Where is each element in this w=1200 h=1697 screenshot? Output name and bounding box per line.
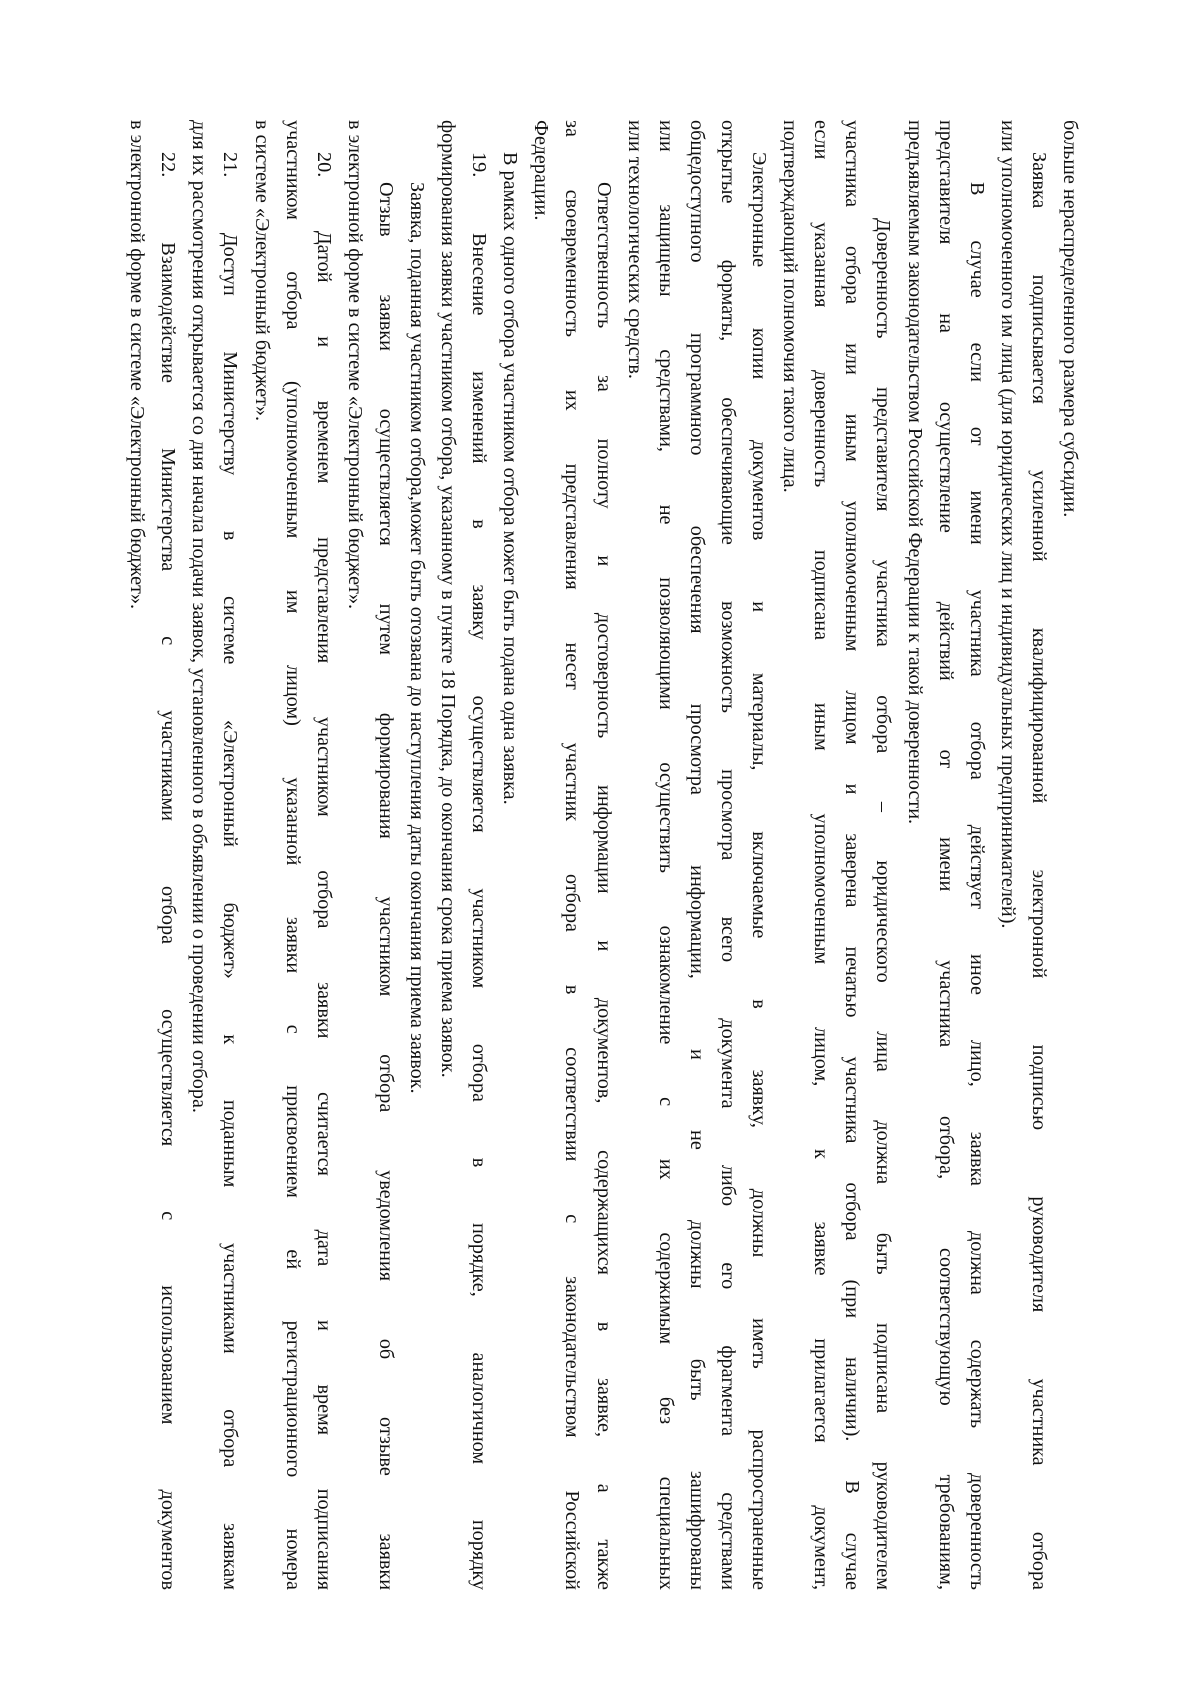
text-line: Электронные копии документов и материалы, включаемые в заявку, должны иметь распространенные [748,152,771,1590]
text-line: В случае если от имени участника отбора действует иное лицо, заявка должна содержать доверенность [965,182,988,1590]
text-line: 21. Доступ Министерству в системе «Электронный бюджет» к поданным участниками отбора заявкам [219,152,242,1590]
text-line: Заявка подписывается усиленной квалифицированной электронной подписью руководителя участника отбора [1027,152,1050,1590]
text-line: подтверждающий полномочия такого лица. [779,120,802,493]
text-line: Ответственность за полноту и достоверность информации и документов, содержащихся в заявке, а также [592,182,615,1590]
text-line: Доверенность представителя участника отбора – юридического лица должна быть подписана руководителем [872,218,895,1590]
text-line: Заявка, поданная участником отбора,может быть отозвана до наступления даты окончания приема заявок. [406,182,429,1094]
text-line: в электронной форме в системе «Электронный бюджет». [343,120,366,610]
text-line: 20. Датой и временем представления участником отбора заявки считается дата и время подписания [312,152,335,1590]
text-line: для их рассмотрения открывается со дня начала подачи заявок, установленного в объявлении о проведении отбора. [188,120,211,1113]
text-line: 19. Внесение изменений в заявку осуществляется участником отбора в порядке, аналогичном порядку [468,152,491,1590]
text-line: или защищены средствами, не позволяющими осуществить ознакомление с их содержимым без специальных [654,120,677,1590]
text-line: предъявляемым законодательством Российской Федерации к такой доверенности. [903,120,926,825]
text-line: представителя на осуществление действий от имени участника отбора, соответствующую требованиям, [934,120,957,1590]
text-line: Федерации. [530,120,553,221]
text-line: участника отбора или иным уполномоченным лицом и заверена печатью участника отбора (при наличии). В случае [841,120,864,1590]
text-line: В рамках одного отбора участником отбора может быть подана одна заявка. [499,152,522,805]
rotated-text-block [125,120,1085,1590]
text-line: или уполномоченного им лица (для юридических лиц и индивидуальных предпринимателей). [996,120,1019,929]
text-line: участником отбора (уполномоченным им лицом) указанной заявки с присвоением ей регистрационного номера [281,120,304,1590]
text-line: если указанная доверенность подписана иным уполномоченным лицом, к заявке прилагается документ, [810,120,833,1590]
text-line: общедоступного программного обеспечения просмотра информации, и не должны быть зашифрованы [685,120,708,1590]
text-line: больше нераспределенного размера субсидии. [1059,120,1081,518]
text-line: 22. Взаимодействие Министерства с участниками отбора осуществляется с использованием документов [157,152,180,1590]
text-line: в электронной форме в системе «Электронный бюджет». [126,120,149,610]
text-line: в системе «Электронный бюджет». [250,120,273,422]
document-body [125,120,1085,1590]
text-line: Отзыв заявки осуществляется путем формирования участником отбора уведомления об отзыве заявки [374,182,397,1590]
text-line: за своевременность их представления несет участник отбора в соответствии с законодательством Российской [561,120,584,1590]
text-line: или технологических средств. [623,120,646,379]
text-line: формирования заявки участником отбора, указанному в пункте 18 Порядка, до окончания срока приема заявок. [437,120,460,1078]
text-line: открытые форматы, обеспечивающие возможность просмотра всего документа либо его фрагмента средствами [716,120,739,1590]
